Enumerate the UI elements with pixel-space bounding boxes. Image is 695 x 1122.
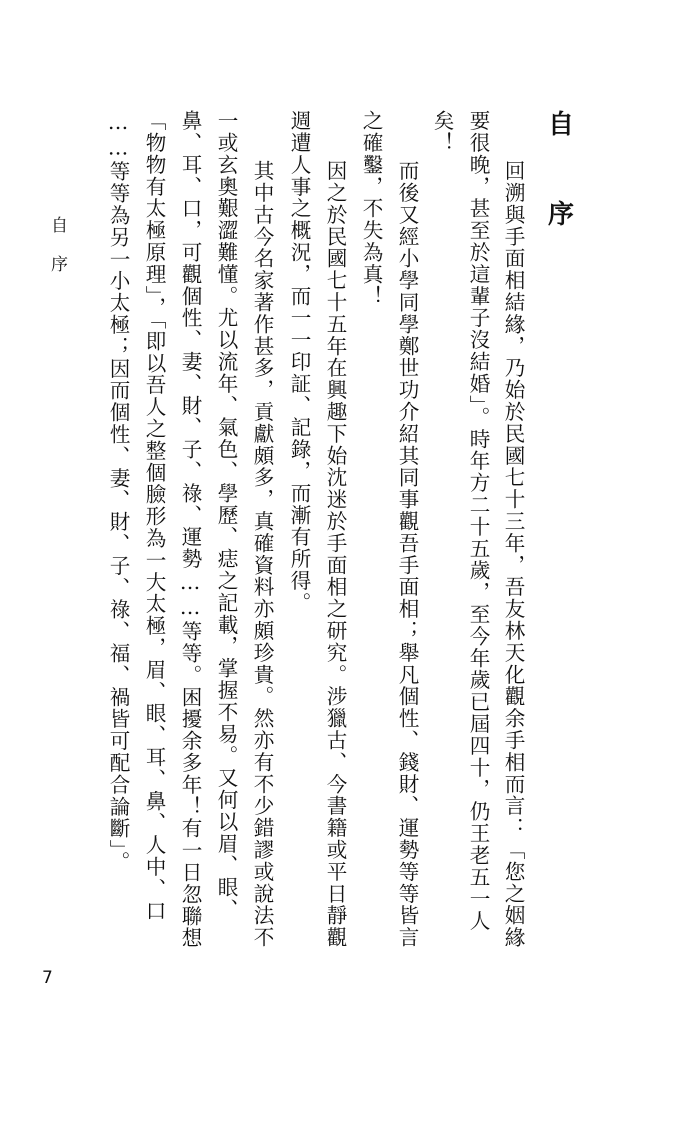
text-column-1: 回溯與手面相結緣，乃始於民國七十三年，吾友林天化觀余手相而言：「您之姻緣 (501, 160, 525, 949)
text-column-7: 週遭人事之概況，而一一印証、記錄，而漸有所得。 (287, 110, 311, 614)
text-column-8: 其中古今名家著作甚多，貢獻頗多，真確資料亦頗珍貴。然亦有不少錯謬或說法不 (250, 160, 274, 949)
text-column-10: 鼻、耳、口，可觀個性、妻、財、子、祿、運勢……等等。困擾余多年！有一日忽聯想 (178, 110, 202, 949)
running-header: 自序 (47, 216, 67, 294)
text-column-2: 要很晚，甚至於這輩子沒結婚」。時年方二十五歲，至今年歲已屆四十，仍王老五一人 (466, 110, 490, 932)
title-char-2: 序 (547, 200, 574, 230)
title-char-1: 自 (547, 110, 574, 140)
text-column-6: 因之於民國七十五年在興趣下始沈迷於手面相之研究。涉獵古、今書籍或平日靜觀 (323, 160, 347, 949)
text-column-12: ……等等為另一小太極；因而個性、妻、財、子、祿、福、禍皆可配合論斷」。 (106, 110, 130, 873)
text-column-9: 一或玄奧艱澀難懂。尤以流年、氣色、學歷、痣之記載，掌握不易。又何以眉、眼、 (214, 110, 238, 921)
text-column-4: 而後又經小學同學鄭世功介紹其同事觀吾手面相；舉凡個性、錢財、運勢等等皆言 (395, 160, 419, 949)
text-column-11: 「物物有太極原理」，「即以吾人之整個臉形為一大太極，眉、眼、耳、鼻、人中、口 (142, 110, 166, 922)
page-number: 7 (42, 968, 53, 988)
text-column-5: 之確鑿，不失為真！ (359, 110, 383, 308)
text-column-3: 矣！ (430, 110, 454, 154)
